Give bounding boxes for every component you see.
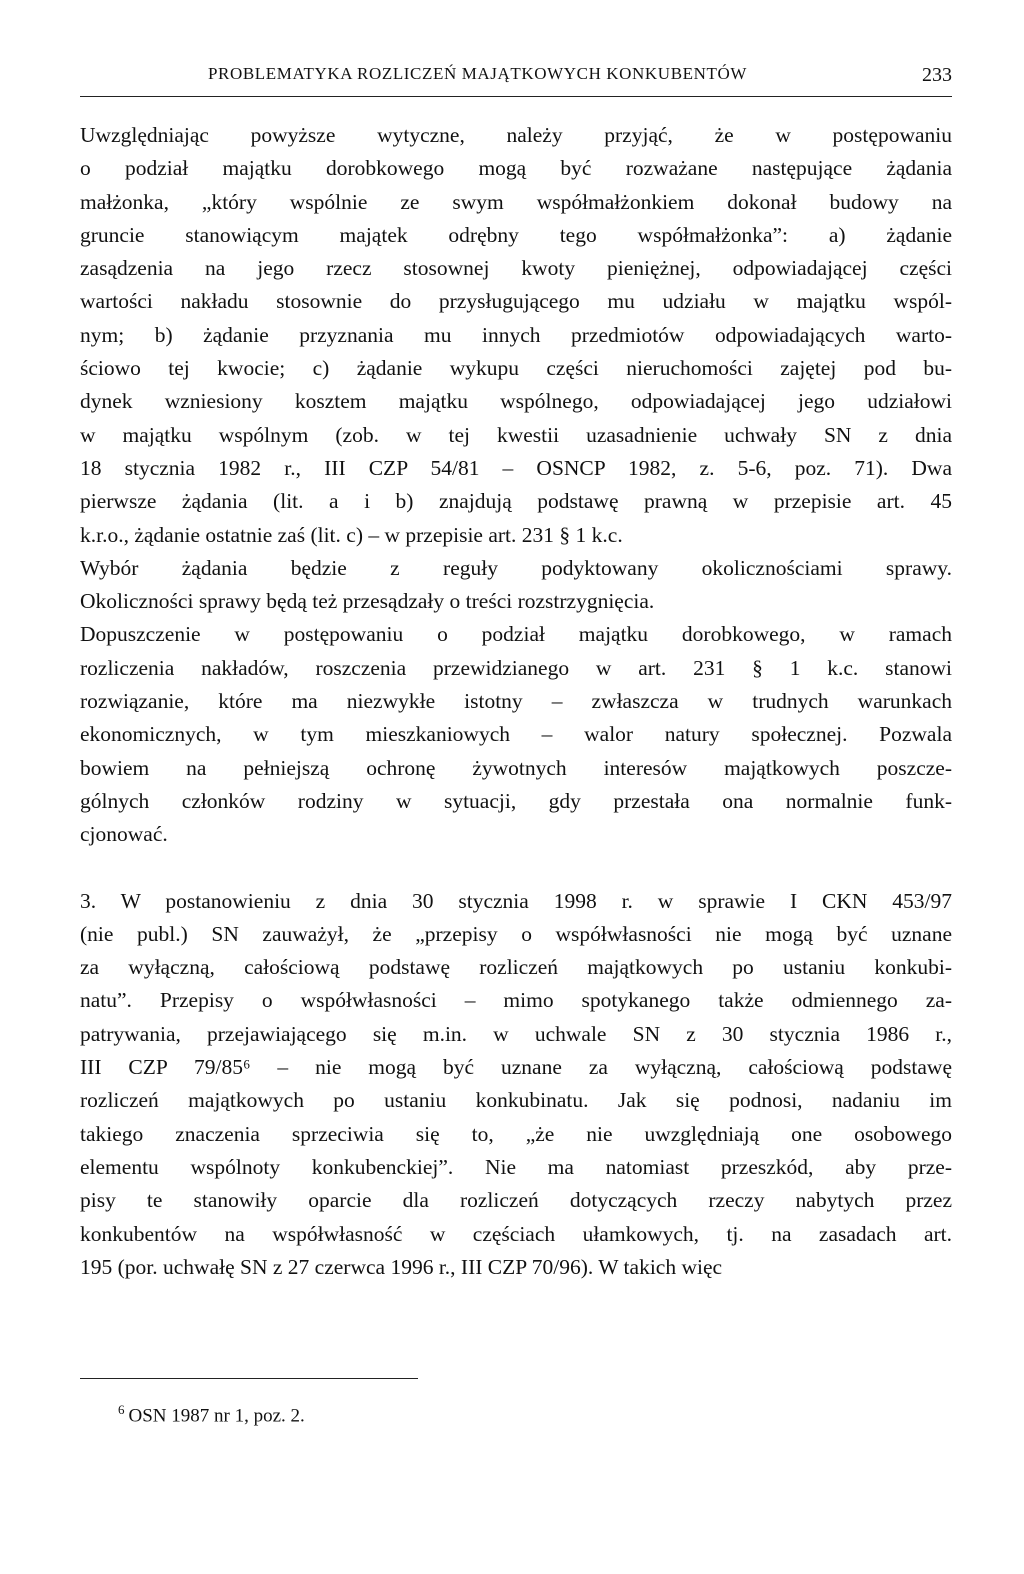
text-line: za wyłączną, całościową podstawę rozliczeń majątkowych po ustaniu konkubi- bbox=[80, 955, 952, 980]
text-line: pisy te stanowiły oparcie dla rozliczeń dotyczących rzeczy nabytych przez bbox=[80, 1188, 952, 1213]
paragraph bbox=[80, 885, 952, 1285]
page-number: 233 bbox=[922, 64, 952, 86]
running-title: PROBLEMATYKA ROZLICZEŃ MAJĄTKOWYCH KONKUBENTÓW bbox=[208, 64, 747, 83]
text-line: Dopuszczenie w postępowaniu o podział majątku dorobkowego, w ramach bbox=[80, 622, 952, 647]
footnote-rule bbox=[80, 1378, 418, 1379]
paragraph-gap bbox=[80, 852, 952, 885]
text-line: III CZP 79/85⁶ – nie mogą być uznane za wyłączną, całościową podstawę bbox=[80, 1055, 952, 1080]
body-text bbox=[80, 119, 952, 1284]
text-line: (nie publ.) SN zauważył, że „przepisy o współwłasności nie mogą być uznane bbox=[80, 921, 952, 946]
text-line: cjonować. bbox=[80, 822, 168, 847]
text-line: elementu wspólnoty konkubenckiej”. Nie ma natomiast przeszkód, aby prze- bbox=[80, 1154, 952, 1179]
text-line: o podział majątku dorobkowego mogą być rozważane następujące żądania bbox=[80, 156, 952, 181]
text-line: k.r.o., żądanie ostatnie zaś (lit. c) – w przepisie art. 231 § 1 k.c. bbox=[80, 522, 623, 547]
text-line: nym; b) żądanie przyznania mu innych przedmiotów odpowiadających warto- bbox=[80, 322, 952, 347]
text-line: Okoliczności sprawy będą też przesądzały o treści rozstrzygnięcia. bbox=[80, 589, 655, 614]
text-line: 3. W postanowieniu z dnia 30 stycznia 1998 r. w sprawie I CKN 453/97 bbox=[80, 888, 952, 913]
text-line: zasądzenia na jego rzecz stosownej kwoty pieniężnej, odpowiadającej części bbox=[80, 256, 952, 281]
text-line: pierwsze żądania (lit. a i b) znajdują podstawę prawną w przepisie art. 45 bbox=[80, 489, 952, 514]
text-line: patrywania, przejawiającego się m.in. w uchwale SN z 30 stycznia 1986 r., bbox=[80, 1021, 952, 1046]
text-line: rozliczenia nakładów, roszczenia przewidzianego w art. 231 § 1 k.c. stanowi bbox=[80, 655, 952, 680]
running-header bbox=[80, 62, 952, 97]
text-line: w majątku wspólnym (zob. w tej kwestii uzasadnienie uchwały SN z dnia bbox=[80, 422, 952, 447]
footnote-marker: 6 bbox=[118, 1402, 125, 1417]
footnote bbox=[118, 1402, 305, 1427]
text-line: 18 stycznia 1982 r., III CZP 54/81 – OSNCP 1982, z. 5-6, poz. 71). Dwa bbox=[80, 455, 952, 480]
text-line: małżonka, „który wspólnie ze swym współmałżonkiem dokonał budowy na bbox=[80, 189, 952, 214]
text-line: gruncie stanowiącym majątek odrębny tego współmałżonka”: a) żądanie bbox=[80, 222, 952, 247]
text-line: gólnych członków rodziny w sytuacji, gdy przestała ona normalnie funk- bbox=[80, 788, 952, 813]
text-line: konkubentów na współwłasność w częściach ułamkowych, tj. na zasadach art. bbox=[80, 1221, 952, 1246]
text-line: dynek wzniesiony kosztem majątku wspólnego, odpowiadającej jego udziałowi bbox=[80, 389, 952, 414]
text-line: bowiem na pełniejszą ochronę żywotnych interesów majątkowych poszcze- bbox=[80, 755, 952, 780]
paragraph bbox=[80, 618, 952, 851]
text-line: takiego znaczenia sprzeciwia się to, „że nie uwzględniają one osobowego bbox=[80, 1121, 952, 1146]
text-line: rozwiązanie, które ma niezwykłe istotny – zwłaszcza w trudnych warunkach bbox=[80, 689, 952, 714]
text-line: rozliczeń majątkowych po ustaniu konkubinatu. Jak się podnosi, nadaniu im bbox=[80, 1088, 952, 1113]
text-line: Uwzględniając powyższe wytyczne, należy przyjąć, że w postępowaniu bbox=[80, 123, 952, 147]
text-line: ekonomicznych, w tym mieszkaniowych – walor natury społecznej. Pozwala bbox=[80, 722, 952, 747]
text-line: Wybór żądania będzie z reguły podyktowany okolicznościami sprawy. bbox=[80, 555, 952, 580]
paragraph bbox=[80, 552, 952, 619]
text-line: wartości nakładu stosownie do przysługującego mu udziału w majątku wspól- bbox=[80, 289, 952, 314]
text-line: natu”. Przepisy o współwłasności – mimo spotykanego także odmiennego za- bbox=[80, 988, 952, 1013]
text-line: ściowo tej kwocie; c) żądanie wykupu części nieruchomości zajętej pod bu- bbox=[80, 356, 952, 381]
footnote-text: OSN 1987 nr 1, poz. 2. bbox=[128, 1405, 305, 1427]
text-line: 195 (por. uchwałę SN z 27 czerwca 1996 r., III CZP 70/96). W takich więc bbox=[80, 1254, 723, 1279]
paragraph bbox=[80, 119, 952, 552]
